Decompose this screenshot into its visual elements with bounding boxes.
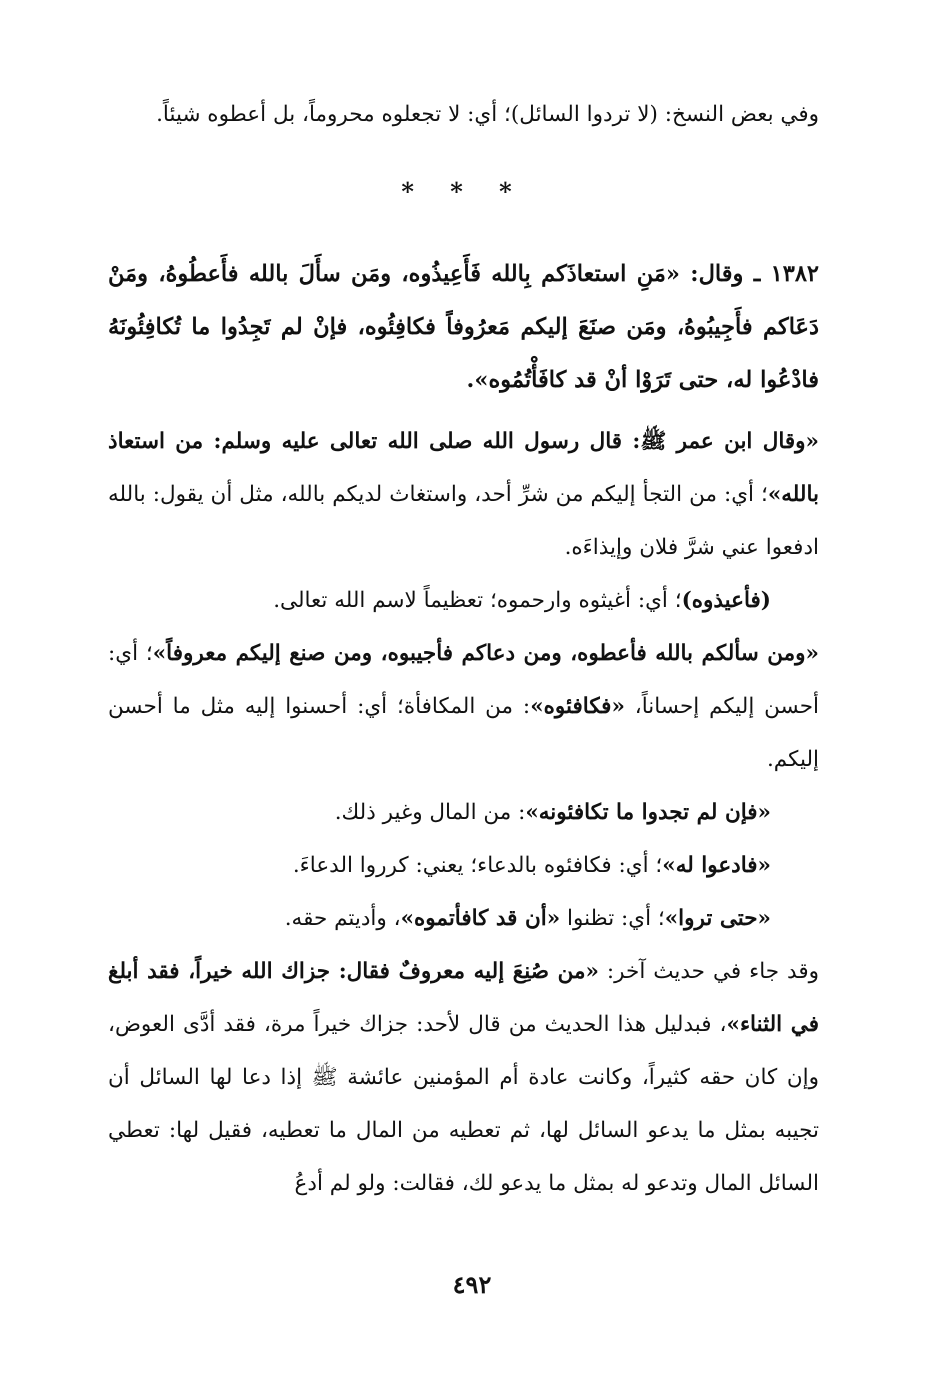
quoted-text: «وقال ابن عمر ﷺ: قال رسول الله صلى الله تعالى عليه وسلم: من استعاذ بالله» <box>108 429 819 507</box>
section-separator: * * * <box>401 177 526 206</box>
explanation-text: ؛ أي: تظنوا <box>560 906 665 931</box>
explanation-text: ؛ أي: أغيثوه وارحموه؛ تعظيماً لاسم الله تعالى. <box>273 588 682 613</box>
commentary-paragraph-1 <box>108 415 819 574</box>
quoted-text: «حتى تروا» <box>664 906 771 931</box>
quoted-text: «فكافئوه» <box>530 694 625 719</box>
quoted-text: «من صُنِعَ إليه معروفٌ فقال: جزاك الله خيراً، فقد أبلغ في الثناء» <box>108 959 819 1037</box>
commentary-paragraph-7 <box>108 945 819 1210</box>
explanation-text: : من المال وغير ذلك. <box>334 800 526 825</box>
explanation-text: ؛ أي: فكافئوه بالدعاء؛ يعني: كرروا الدعاءَ. <box>292 853 663 878</box>
explanation-text: ، فبدليل هذا الحديث من قال لأحد: جزاك خيراً مرة، فقد أدَّى العوض، وإن كان حقه كثيراً، وكانت عادة أم المؤمنين عائشة ﷺ إذا دعا لها السائل أن تجيبه بمثل ما يدعو السائل لها، ثم تعطيه من المال ما تعطيه، فقيل لها: تعطي السائل المال وتدعو له بمثل ما يدعو لك، فقالت: ولو لم أدعُ <box>108 1012 819 1196</box>
commentary-paragraph-6 <box>108 892 819 945</box>
quoted-text: «فإن لم تجدوا ما تكافئونه» <box>525 800 771 825</box>
explanation-text: وقد جاء في حديث آخر: <box>598 959 819 984</box>
intro-paragraph: وفي بعض النسخ: (لا تردوا السائل)؛ أي: لا تجعلوه محروماً، بل أعطوه شيئاً. <box>156 102 819 127</box>
commentary-paragraph-2 <box>108 574 819 627</box>
explanation-text: ؛ أي: من التجأ إليكم من شرِّ أحد، واستغاث لديكم بالله، مثل أن يقول: بالله ادفعوا عني شرَّ فلان وإيذاءَه. <box>108 482 819 560</box>
explanation-text: ؛ أي: أحسن إليكم إحساناً، <box>108 641 819 719</box>
explanation-text: ، وأديتم حقه. <box>284 906 401 931</box>
quoted-text: «فادعوا له» <box>662 853 771 878</box>
quoted-text: (فأعيذوه) <box>681 588 771 613</box>
quoted-text: «ومن سألكم بالله فأعطوه، ومن دعاكم فأجيبوه، ومن صنع إليكم معروفاً» <box>152 641 819 666</box>
commentary-paragraph-5 <box>108 839 819 892</box>
commentary-paragraph-3 <box>108 627 819 786</box>
explanation-text: : من المكافأة؛ أي: أحسنوا إليه مثل ما أحسن إليكم. <box>108 694 819 772</box>
hadith-text: ١٣٨٢ ـ وقال: «مَنِ استعاذَكم بِالله فَأَعِيذُوه، ومَن سأَلَ بالله فأَعطُوهُ، ومَنْ دَعَاكم فأَجِيبُوهُ، ومَن صنَعَ إليكم مَعرُوفاً فكافِئُوه، فإنْ لم تَجِدُوا ما تُكافِئُونَهُ فادْعُوا له، حتى تَرَوْا أنْ قد كافَأْتُمُوه». <box>108 261 819 393</box>
commentary-paragraph-4 <box>108 786 819 839</box>
page-number: ٤٩٢ <box>452 1270 492 1299</box>
quoted-text: «أن قد كافأتموه» <box>400 906 561 931</box>
